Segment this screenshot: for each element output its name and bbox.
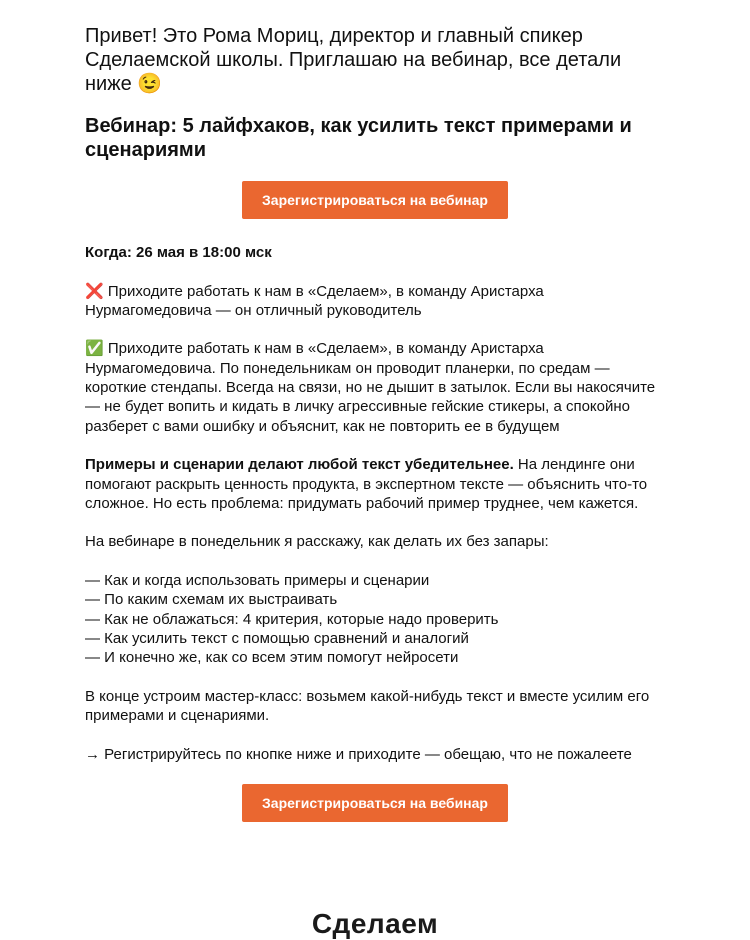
masterclass-text: В конце устроим мастер-класс: возьмем какой-нибудь текст и вместе усилим его примерами и сценариями. bbox=[85, 687, 650, 725]
cta-text: → Регистрируйтесь по кнопке ниже и приходите — обещаю, что не пожалеете bbox=[85, 745, 632, 763]
good-example-text: ✅ Приходите работать к нам в «Сделаем», в команду Аристарха Нурмагомедовича. По понедельникам он проводит планерки, по средам — короткие стендапы. Всегда на связи, но не дышит в затылок. Если вы накосячите — не будет вопить и кидать в личку агрессивные гейские стикеры, а спокойно разберет с вами ошибку и объяснит, как не повторить ее в будущем bbox=[85, 340, 656, 435]
webinar-date: Когда: 26 мая в 18:00 мск bbox=[85, 244, 272, 261]
webinar-intro-text: На вебинаре в понедельник я расскажу, как делать их без запары: bbox=[85, 533, 549, 551]
register-button-wrap-bottom bbox=[85, 784, 665, 822]
register-button-top[interactable]: Зарегистрироваться на вебинар bbox=[242, 181, 508, 219]
brand-logo: Сделаем bbox=[311, 908, 439, 939]
examples-paragraph bbox=[85, 455, 665, 513]
topics-list bbox=[85, 571, 665, 667]
register-button-bottom[interactable]: Зарегистрироваться на вебинар bbox=[242, 784, 508, 822]
intro-text: Привет! Это Рома Мориц, директор и главный спикер Сделаемской школы. Приглашаю на вебинар, все детали ниже 😉 bbox=[85, 25, 622, 95]
bad-example-text: ❌ Приходите работать к нам в «Сделаем», в команду Аристарха Нурмагомедовича — он отличный руководитель bbox=[85, 282, 544, 319]
webinar-title: Вебинар: 5 лайфхаков, как усилить текст примерами и сценариями bbox=[85, 115, 632, 161]
list-item: — Как усилить текст с помощью сравнений и аналогий bbox=[85, 629, 469, 647]
list-item: — По каким схемам их выстраивать bbox=[85, 591, 338, 609]
list-item: — И конечно же, как со всем этим помогут нейросети bbox=[85, 649, 459, 667]
register-button-wrap-top bbox=[85, 181, 665, 219]
examples-rest-text: На лендинге они помогают раскрыть ценность продукта, в экспертном тексте — объяснить что-то сложное. Но есть проблема: придумать рабочий пример труднее, чем кажется. bbox=[85, 456, 648, 512]
email-body bbox=[85, 24, 665, 822]
list-item: — Как и когда использовать примеры и сценарии bbox=[85, 572, 430, 590]
list-item: — Как не облажаться: 4 критерия, которые надо проверить bbox=[85, 610, 499, 628]
examples-bold-text: Примеры и сценарии делают любой текст убедительнее. bbox=[85, 456, 514, 474]
